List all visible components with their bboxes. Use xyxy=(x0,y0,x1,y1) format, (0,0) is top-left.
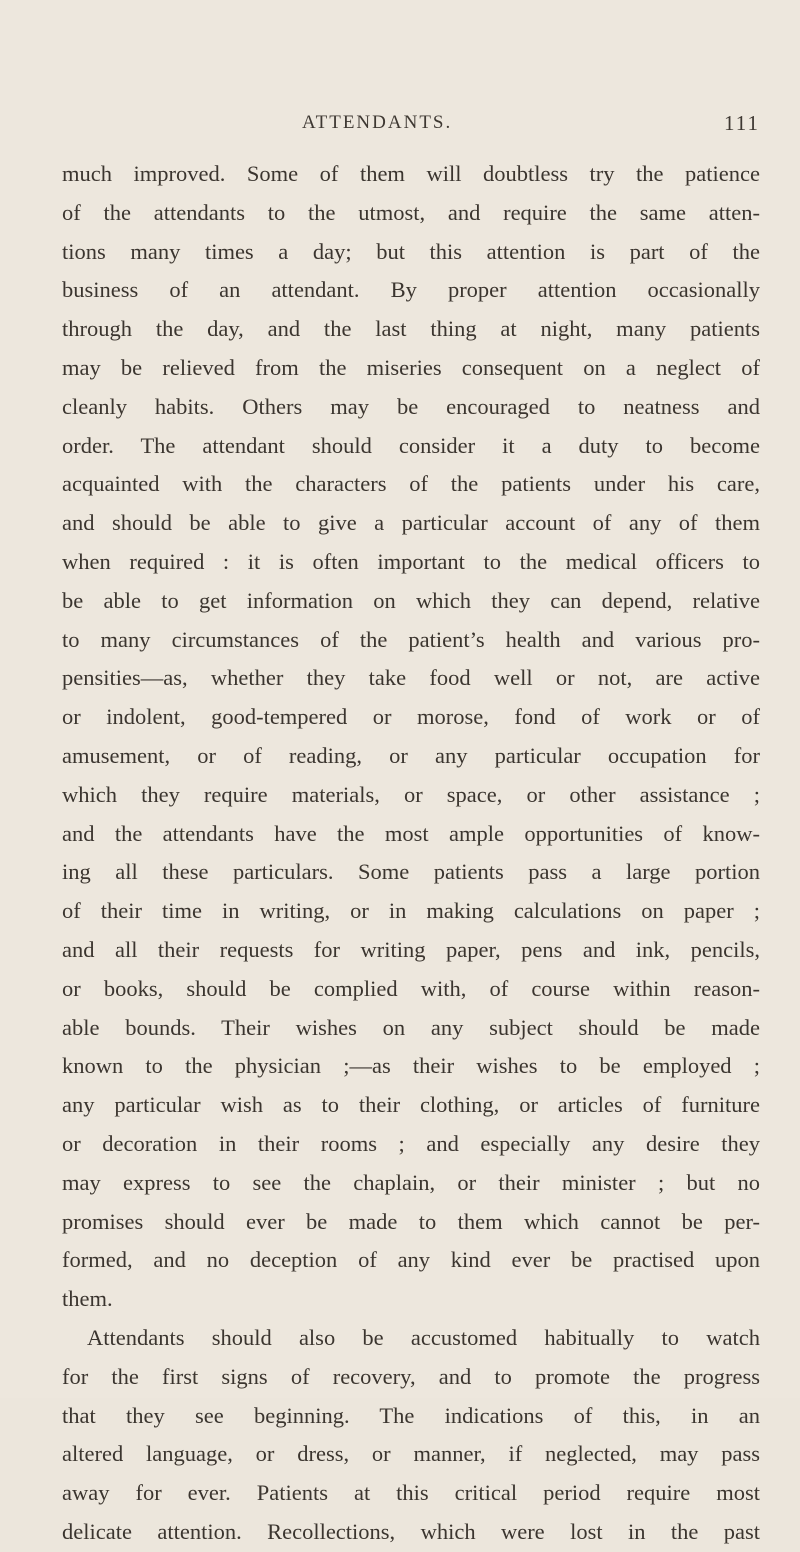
text-line: pensities—as, whether they take food well or not, are active xyxy=(62,665,760,691)
text-line: be able to get information on which they can depend, relative xyxy=(62,587,760,613)
text-line: Attendants should also be accustomed habitually to watch xyxy=(87,1324,760,1350)
text-line: for the first signs of recovery, and to promote the progress xyxy=(62,1363,760,1389)
text-line: promises should ever be made to them which cannot be per- xyxy=(62,1208,760,1234)
text-line: when required : it is often important to the medical officers to xyxy=(62,548,760,574)
text-line: or indolent, good-tempered or morose, fond of work or of xyxy=(62,704,760,730)
text-line: may express to see the chaplain, or their minister ; but no xyxy=(62,1169,760,1195)
text-line: altered language, or dress, or manner, if neglected, may pass xyxy=(62,1441,760,1467)
text-line: through the day, and the last thing at night, many patients xyxy=(62,316,760,342)
text-line: tions many times a day; but this attention is part of the xyxy=(62,238,760,264)
text-line: and the attendants have the most ample opportunities of know- xyxy=(62,820,760,846)
text-line: able bounds. Their wishes on any subject should be made xyxy=(62,1014,760,1040)
text-line: away for ever. Patients at this critical period require most xyxy=(62,1480,760,1506)
text-line: and all their requests for writing paper, pens and ink, pencils, xyxy=(62,936,760,962)
text-line: which they require materials, or space, or other assistance ; xyxy=(62,781,760,807)
text-line: ing all these particulars. Some patients pass a large portion xyxy=(62,859,760,885)
running-title: ATTENDANTS. xyxy=(302,112,453,133)
text-line: of their time in writing, or in making calculations on paper ; xyxy=(62,898,760,924)
text-line: may be relieved from the miseries consequent on a neglect of xyxy=(62,354,760,380)
text-line: much improved. Some of them will doubtless try the patience xyxy=(62,161,760,186)
text-line: order. The attendant should consider it a duty to become xyxy=(62,432,760,458)
text-line: acquainted with the characters of the patients under his care, xyxy=(62,471,760,497)
text-line: delicate attention. Recollections, which were lost in the past xyxy=(62,1518,760,1544)
text-line: to many circumstances of the patient’s health and various pro- xyxy=(62,626,760,652)
text-line: or decoration in their rooms ; and especially any desire they xyxy=(62,1130,760,1156)
text-line: or books, should be complied with, of course within reason- xyxy=(62,975,760,1001)
text-line: business of an attendant. By proper attention occasionally xyxy=(62,277,760,303)
text-line: formed, and no deception of any kind ever be practised upon xyxy=(62,1247,760,1273)
text-line: known to the physician ;—as their wishes to be employed ; xyxy=(62,1053,760,1079)
running-head xyxy=(62,112,760,142)
text-line: any particular wish as to their clothing, or articles of furniture xyxy=(62,1092,760,1118)
text-line: them. xyxy=(62,1286,113,1312)
page-number: 111 xyxy=(724,111,760,135)
text-line: of the attendants to the utmost, and require the same atten- xyxy=(62,199,760,225)
text-line: and should be able to give a particular account of any of them xyxy=(62,510,760,536)
text-line: that they see beginning. The indications of this, in an xyxy=(62,1402,760,1428)
text-line: amusement, or of reading, or any particular occupation for xyxy=(62,742,760,768)
body-text xyxy=(62,155,760,1552)
text-line: cleanly habits. Others may be encouraged to neatness and xyxy=(62,393,760,419)
